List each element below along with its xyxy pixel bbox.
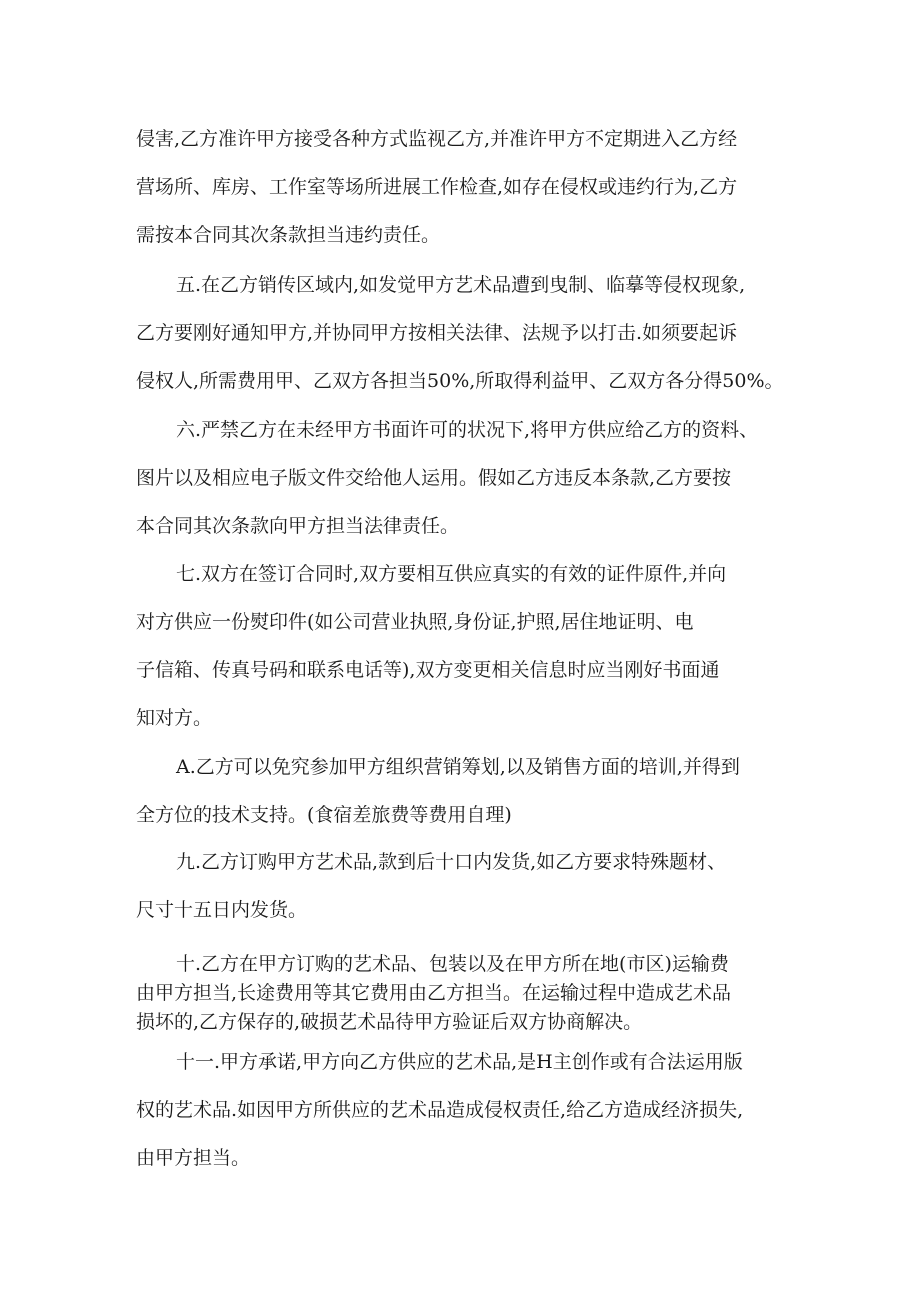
paragraph-clause-9 (136, 838, 786, 934)
text-line: 损坏的,乙方保存的,破损艺术品待甲方验证后双方协商解决。 (136, 1011, 643, 1033)
paragraph-infringement-continued (136, 115, 786, 259)
text-line: 本合同其次条款向甲方担当法律责任。 (136, 515, 460, 537)
text-line: 侵害,乙方准许甲方接受各种方式监视乙方,并准许甲方不定期进入乙方经 (136, 128, 738, 150)
text-line: 十一.甲方承诺,甲方向乙方供应的艺术品,是H主创作或有合法运用版 (176, 1051, 743, 1073)
text-line: 对方供应一份熨印件(如公司营业执照,身份证,护照,居住地证明、电 (136, 611, 694, 633)
text-line: 全方位的技术支持。(食宿差旅费等费用自理) (136, 804, 512, 826)
text-line: A.乙方可以免究参加甲方组织营销筹划,以及销售方面的培训,并得到 (176, 756, 740, 778)
text-line: 尺寸十五日内发货。 (136, 899, 308, 921)
text-line: 七.双方在签订合同时,双方要相互供应真实的有效的证件原件,并向 (176, 563, 727, 585)
text-line: 十.乙方在甲方订购的艺术品、包装以及在甲方所在地(市区)运输费 (176, 953, 729, 975)
text-line: 五.在乙方销传区域内,如发觉甲方艺术品遭到曳制、临摹等侵权现象, (176, 274, 746, 296)
text-line: 知对方。 (136, 707, 213, 729)
text-line: 营场所、库房、工作室等场所进展工作检查,如存在侵权或违约行为,乙方 (136, 176, 738, 198)
paragraph-clause-6 (136, 406, 786, 550)
text-line: 六.严禁乙方在未经甲方书面许可的状况下,将甲方供应给乙方的资料、 (176, 419, 759, 441)
text-line: 权的艺术品.如因甲方所供应的艺术品造成侵权责任,给乙方造成经济损失, (136, 1099, 744, 1121)
text-line: 乙方要刚好通知甲方,并协同甲方按相关法律、法规予以打击.如须要起诉 (136, 322, 738, 344)
text-line: 九.乙方订购甲方艺术品,款到后十口内发货,如乙方要求特殊题材、 (176, 851, 727, 873)
paragraph-clause-11 (136, 1038, 786, 1182)
text-line: 需按本合同其次条款担当违约责任。 (136, 224, 441, 246)
text-line: 侵权人,所需费用甲、乙双方各担当50%,所取得利益甲、乙双方各分得50%。 (136, 370, 784, 392)
text-line: 由甲方担当。 (136, 1147, 251, 1169)
paragraph-clause-7 (136, 550, 786, 742)
text-line: 图片以及相应电子版文件交给他人运用。假如乙方违反本条款,乙方要按 (136, 467, 732, 489)
paragraph-clause-5 (136, 261, 786, 405)
paragraph-clause-8 (136, 743, 786, 839)
paragraph-clause-10 (136, 950, 786, 1037)
text-line: 由甲方担当,长途费用等其它费用由乙方担当。在运输过程中造成艺术品 (136, 982, 732, 1004)
text-line: 子信箱、传真号码和联系电话等),双方变更相关信息时应当刚好书面通 (136, 659, 720, 681)
